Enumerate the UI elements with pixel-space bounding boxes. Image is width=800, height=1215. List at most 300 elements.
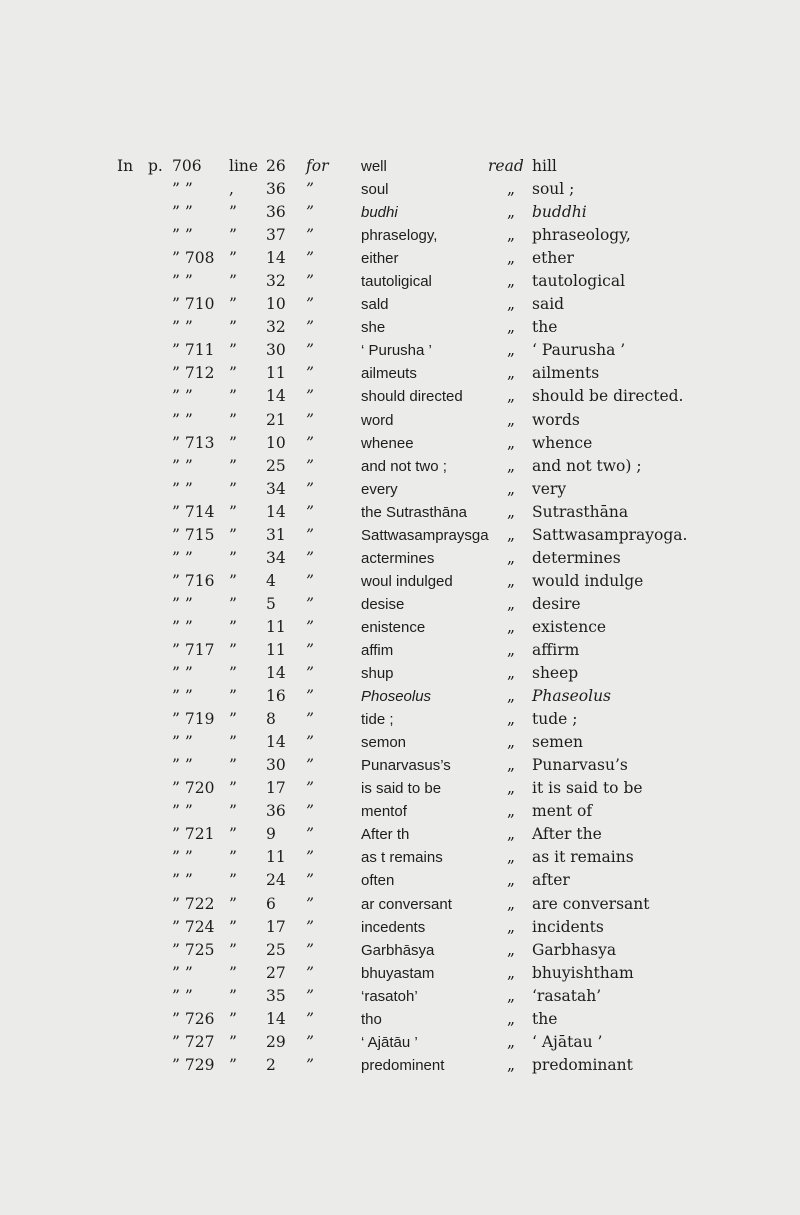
wrong-text: semon	[361, 734, 407, 752]
errata-header-row	[0, 155, 800, 178]
page-ref: ” 708	[172, 249, 215, 268]
wrong-text: phraselogy,	[361, 227, 438, 245]
page-ref: ” 719	[172, 710, 215, 729]
in-label: In	[117, 157, 134, 175]
for-ditto: ”	[306, 1009, 314, 1028]
wrong-text: well	[361, 158, 387, 175]
correct-text: sheep	[532, 664, 579, 683]
wrong-text: shup	[361, 665, 394, 683]
wrong-text: tide ;	[361, 711, 394, 729]
correct-text: hill	[532, 157, 557, 175]
line-number: 17	[266, 917, 286, 936]
line-number: 30	[266, 756, 286, 775]
correct-text: desire	[532, 594, 581, 613]
errata-row	[0, 224, 800, 247]
line-ditto: ”	[229, 571, 237, 590]
correct-text: Garbhasya	[532, 940, 617, 959]
correct-text: said	[532, 295, 565, 314]
errata-row	[0, 639, 800, 662]
read-ditto: „	[507, 802, 516, 821]
errata-row	[0, 1031, 800, 1054]
line-ditto: ”	[229, 640, 237, 659]
correct-text: affirm	[532, 640, 580, 659]
line-ditto: ”	[229, 525, 237, 544]
correct-text: After the	[532, 825, 602, 844]
page-ref: ” ”	[172, 986, 193, 1005]
read-ditto: „	[507, 640, 516, 659]
page-ref: ” 722	[172, 894, 215, 913]
errata-row	[0, 939, 800, 962]
errata-row	[0, 478, 800, 501]
wrong-text: mentof	[361, 803, 407, 821]
errata-row	[0, 662, 800, 685]
correct-text: the	[532, 1009, 558, 1028]
page-ref: ” 721	[172, 825, 215, 844]
wrong-text: budhi	[361, 204, 398, 222]
read-ditto: „	[507, 986, 516, 1005]
line-ditto: ”	[229, 871, 237, 890]
page-ref: ” ”	[172, 963, 193, 982]
page-ref: ” ”	[172, 802, 193, 821]
line-ditto: ”	[229, 295, 237, 314]
errata-row	[0, 754, 800, 777]
line-ditto: ”	[229, 802, 237, 821]
line-ditto: ”	[229, 917, 237, 936]
line-ditto: ”	[229, 1009, 237, 1028]
for-ditto: ”	[306, 295, 314, 314]
line-ditto: ”	[229, 963, 237, 982]
line-number: 10	[266, 433, 286, 452]
line-number: 36	[266, 802, 286, 821]
errata-row	[0, 339, 800, 362]
page-ref: ” ”	[172, 664, 193, 683]
page-ref: ” ”	[172, 548, 193, 567]
read-ditto: „	[507, 1055, 516, 1074]
wrong-text: Phoseolus	[361, 688, 432, 706]
for-ditto: ”	[306, 802, 314, 821]
read-ditto: „	[507, 456, 516, 475]
line-number: 34	[266, 548, 286, 567]
correct-text: are conversant	[532, 894, 650, 913]
correct-text: Sutrasthāna	[532, 502, 629, 521]
line-number: 11	[266, 640, 286, 659]
wrong-text: ar conversant	[361, 895, 452, 913]
read-ditto: „	[507, 1032, 516, 1051]
page-ref: ” ”	[172, 687, 193, 706]
errata-row	[0, 869, 800, 892]
wrong-text: often	[361, 872, 395, 890]
read-ditto: „	[507, 917, 516, 936]
wrong-text: ‘rasatoh’	[361, 987, 418, 1005]
page-ref: ” 715	[172, 525, 215, 544]
page-ref: ” 713	[172, 433, 215, 452]
wrong-text: enistence	[361, 618, 426, 636]
correct-text: ‘ Ajātau ’	[532, 1032, 603, 1051]
line-ditto: ”	[229, 249, 237, 268]
line-number: 34	[266, 479, 286, 498]
read-ditto: „	[507, 226, 516, 245]
read-ditto: „	[507, 779, 516, 798]
wrong-text: word	[361, 411, 394, 429]
line-ditto: ”	[229, 456, 237, 475]
errata-row	[0, 616, 800, 639]
wrong-text: ‘ Ajātāu ’	[361, 1033, 418, 1051]
for-ditto: ”	[306, 479, 314, 498]
correct-text: Phaseolus	[532, 687, 612, 706]
correct-text: it is said to be	[532, 779, 643, 798]
correct-text: tautological	[532, 272, 626, 291]
line-ditto: ”	[229, 226, 237, 245]
page-ref: ” ”	[172, 272, 193, 291]
wrong-text: every	[361, 480, 398, 498]
page-ref: ” 714	[172, 502, 215, 521]
page-ref: ” ”	[172, 756, 193, 775]
read-ditto: „	[507, 364, 516, 383]
errata-row	[0, 846, 800, 869]
line-number: 24	[266, 871, 286, 890]
line-number: 14	[266, 664, 286, 683]
line-number: 6	[266, 894, 276, 913]
wrong-text: ailmeuts	[361, 365, 417, 383]
for-ditto: ”	[306, 364, 314, 383]
for-label: for	[306, 157, 329, 175]
read-ditto: „	[507, 548, 516, 567]
read-ditto: „	[507, 502, 516, 521]
errata-table	[0, 155, 800, 1077]
correct-text: buddhi	[532, 203, 587, 222]
errata-row	[0, 201, 800, 224]
line-number: 14	[266, 249, 286, 268]
wrong-text: and not two ;	[361, 457, 447, 475]
page-ref: ” 716	[172, 571, 215, 590]
line-ditto: ”	[229, 894, 237, 913]
for-ditto: ”	[306, 226, 314, 245]
line-ditto: ”	[229, 410, 237, 429]
correct-text: bhuyishtham	[532, 963, 634, 982]
page-ref: ” ”	[172, 594, 193, 613]
page-ref: ” ”	[172, 617, 193, 636]
read-label: read	[488, 157, 524, 175]
page-ref: ” ”	[172, 410, 193, 429]
read-ditto: „	[507, 525, 516, 544]
read-ditto: „	[507, 963, 516, 982]
line-number: 26	[266, 157, 286, 175]
wrong-text: is said to be	[361, 780, 442, 798]
for-ditto: ”	[306, 387, 314, 406]
errata-row	[0, 316, 800, 339]
wrong-text: ‘ Purusha ’	[361, 342, 432, 360]
for-ditto: ”	[306, 318, 314, 337]
wrong-text: predominent	[361, 1056, 445, 1074]
correct-text: semen	[532, 733, 583, 752]
line-number: 29	[266, 1032, 286, 1051]
for-ditto: ”	[306, 825, 314, 844]
read-ditto: „	[507, 733, 516, 752]
line-ditto: ”	[229, 756, 237, 775]
line-label: line	[229, 157, 259, 175]
read-ditto: „	[507, 848, 516, 867]
line-number: 14	[266, 387, 286, 406]
correct-text: very	[532, 479, 567, 498]
line-number: 10	[266, 295, 286, 314]
page-ref: ” 710	[172, 295, 215, 314]
line-ditto: ”	[229, 387, 237, 406]
correct-text: determines	[532, 548, 621, 567]
errata-row	[0, 731, 800, 754]
correct-text: words	[532, 410, 580, 429]
correct-text: as it remains	[532, 848, 634, 867]
for-ditto: ”	[306, 341, 314, 360]
page-ref: ” ”	[172, 387, 193, 406]
errata-row	[0, 432, 800, 455]
for-ditto: ”	[306, 779, 314, 798]
errata-row	[0, 570, 800, 593]
errata-rows	[0, 178, 800, 1077]
wrong-text: whenee	[361, 434, 414, 452]
correct-text: soul ;	[532, 180, 575, 199]
correct-text: predominant	[532, 1055, 633, 1074]
line-number: 35	[266, 986, 286, 1005]
errata-row	[0, 455, 800, 478]
read-ditto: „	[507, 871, 516, 890]
line-number: 14	[266, 1009, 286, 1028]
line-number: 5	[266, 594, 276, 613]
for-ditto: ”	[306, 502, 314, 521]
read-ditto: „	[507, 894, 516, 913]
wrong-text: incedents	[361, 918, 426, 936]
read-ditto: „	[507, 203, 516, 222]
line-number: 36	[266, 180, 286, 199]
page-ref: ” 717	[172, 640, 215, 659]
wrong-text: tho	[361, 1010, 382, 1028]
wrong-text: woul indulged	[361, 572, 453, 590]
errata-row	[0, 293, 800, 316]
line-number: 37	[266, 226, 286, 245]
wrong-text: Garbhāsya	[361, 941, 435, 959]
errata-row	[0, 1054, 800, 1077]
read-ditto: „	[507, 710, 516, 729]
for-ditto: ”	[306, 756, 314, 775]
wrong-text: she	[361, 319, 386, 337]
page-ref: ” 712	[172, 364, 215, 383]
line-ditto: ”	[229, 940, 237, 959]
line-ditto: ”	[229, 733, 237, 752]
wrong-text: either	[361, 250, 399, 268]
for-ditto: ”	[306, 1032, 314, 1051]
for-ditto: ”	[306, 617, 314, 636]
line-number: 36	[266, 203, 286, 222]
correct-text: ‘ Paurusha ’	[532, 341, 626, 360]
line-ditto: ”	[229, 341, 237, 360]
correct-text: existence	[532, 617, 607, 636]
correct-text: ether	[532, 249, 574, 268]
errata-row	[0, 708, 800, 731]
wrong-text: bhuyastam	[361, 964, 435, 982]
line-ditto: ”	[229, 1055, 237, 1074]
page-ref: ” 729	[172, 1055, 215, 1074]
read-ditto: „	[507, 1009, 516, 1028]
page-ref: ” ”	[172, 479, 193, 498]
page-ref: ” 724	[172, 917, 215, 936]
errata-row	[0, 247, 800, 270]
for-ditto: ”	[306, 249, 314, 268]
read-ditto: „	[507, 756, 516, 775]
page-prefix: p.	[148, 157, 163, 175]
line-number: 21	[266, 410, 286, 429]
for-ditto: ”	[306, 272, 314, 291]
page-ref: ” ”	[172, 871, 193, 890]
correct-text: would indulge	[532, 571, 644, 590]
correct-text: should be directed.	[532, 387, 684, 406]
for-ditto: ”	[306, 917, 314, 936]
for-ditto: ”	[306, 1055, 314, 1074]
read-ditto: „	[507, 249, 516, 268]
line-number: 11	[266, 848, 286, 867]
for-ditto: ”	[306, 433, 314, 452]
line-number: 27	[266, 963, 286, 982]
for-ditto: ”	[306, 986, 314, 1005]
for-ditto: ”	[306, 548, 314, 567]
line-number: 9	[266, 825, 276, 844]
for-ditto: ”	[306, 710, 314, 729]
line-ditto: ”	[229, 687, 237, 706]
line-ditto: ”	[229, 318, 237, 337]
line-number: 16	[266, 687, 286, 706]
line-ditto: ”	[229, 272, 237, 291]
errata-row	[0, 409, 800, 432]
for-ditto: ”	[306, 963, 314, 982]
page-ref: ” ”	[172, 318, 193, 337]
line-ditto: ”	[229, 548, 237, 567]
page-ref: ” 726	[172, 1009, 215, 1028]
wrong-text: soul	[361, 181, 389, 199]
page-ref: ” ”	[172, 456, 193, 475]
page-ref: ” 711	[172, 341, 215, 360]
line-number: 32	[266, 318, 286, 337]
errata-row	[0, 178, 800, 201]
wrong-text: After th	[361, 826, 410, 844]
line-number: 11	[266, 364, 286, 383]
read-ditto: „	[507, 479, 516, 498]
line-ditto: ”	[229, 594, 237, 613]
line-ditto: ”	[229, 617, 237, 636]
read-ditto: „	[507, 617, 516, 636]
line-number: 11	[266, 617, 286, 636]
read-ditto: „	[507, 825, 516, 844]
errata-row	[0, 962, 800, 985]
for-ditto: ”	[306, 733, 314, 752]
errata-row	[0, 547, 800, 570]
read-ditto: „	[507, 410, 516, 429]
correct-text: and not two) ;	[532, 456, 642, 475]
line-ditto: ”	[229, 1032, 237, 1051]
line-ditto: ”	[229, 479, 237, 498]
for-ditto: ”	[306, 640, 314, 659]
wrong-text: tautoligical	[361, 273, 432, 291]
page-ref: ” ”	[172, 180, 193, 199]
errata-row	[0, 985, 800, 1008]
wrong-text: the Sutrasthāna	[361, 503, 467, 521]
read-ditto: „	[507, 594, 516, 613]
read-ditto: „	[507, 387, 516, 406]
read-ditto: „	[507, 687, 516, 706]
line-number: 32	[266, 272, 286, 291]
line-ditto: ”	[229, 986, 237, 1005]
for-ditto: ”	[306, 871, 314, 890]
line-ditto: ”	[229, 710, 237, 729]
line-number: 14	[266, 502, 286, 521]
line-ditto: ”	[229, 779, 237, 798]
for-ditto: ”	[306, 571, 314, 590]
errata-row	[0, 823, 800, 846]
for-ditto: ”	[306, 687, 314, 706]
errata-row	[0, 1008, 800, 1031]
page-ref: ” ”	[172, 226, 193, 245]
wrong-text: Sattwasampraysga	[361, 526, 489, 544]
errata-row	[0, 893, 800, 916]
read-ditto: „	[507, 295, 516, 314]
read-ditto: „	[507, 318, 516, 337]
line-number: 31	[266, 525, 286, 544]
correct-text: incidents	[532, 917, 604, 936]
correct-text: Sattwasamprayoga.	[532, 525, 688, 544]
line-number: 25	[266, 456, 286, 475]
line-ditto: ”	[229, 664, 237, 683]
for-ditto: ”	[306, 848, 314, 867]
read-ditto: „	[507, 571, 516, 590]
correct-text: ailments	[532, 364, 600, 383]
line-number: 17	[266, 779, 286, 798]
line-number: 30	[266, 341, 286, 360]
errata-row	[0, 800, 800, 823]
page-ref: ” 727	[172, 1032, 215, 1051]
correct-text: ‘rasatah’	[532, 986, 602, 1005]
errata-row	[0, 385, 800, 408]
for-ditto: ”	[306, 410, 314, 429]
line-number: 25	[266, 940, 286, 959]
correct-text: Punarvasu’s	[532, 756, 628, 775]
errata-row	[0, 593, 800, 616]
correct-text: after	[532, 871, 570, 890]
for-ditto: ”	[306, 940, 314, 959]
page-ref: ” ”	[172, 203, 193, 222]
wrong-text: sald	[361, 296, 389, 314]
line-ditto: ”	[229, 825, 237, 844]
read-ditto: „	[507, 272, 516, 291]
for-ditto: ”	[306, 180, 314, 199]
line-number: 8	[266, 710, 276, 729]
wrong-text: should directed	[361, 388, 463, 406]
wrong-text: desise	[361, 595, 405, 613]
correct-text: the	[532, 318, 558, 337]
line-number: 4	[266, 571, 276, 590]
wrong-text: Punarvasus’s	[361, 757, 451, 775]
read-ditto: „	[507, 664, 516, 683]
correct-text: whence	[532, 433, 593, 452]
errata-row	[0, 524, 800, 547]
correct-text: tude ;	[532, 710, 578, 729]
line-ditto: ”	[229, 364, 237, 383]
for-ditto: ”	[306, 894, 314, 913]
page-ref: ” 725	[172, 940, 215, 959]
read-ditto: „	[507, 341, 516, 360]
line-number: 2	[266, 1055, 276, 1074]
errata-row	[0, 777, 800, 800]
line-ditto: ”	[229, 848, 237, 867]
errata-row	[0, 270, 800, 293]
errata-row	[0, 501, 800, 524]
page-ref: ” 720	[172, 779, 215, 798]
